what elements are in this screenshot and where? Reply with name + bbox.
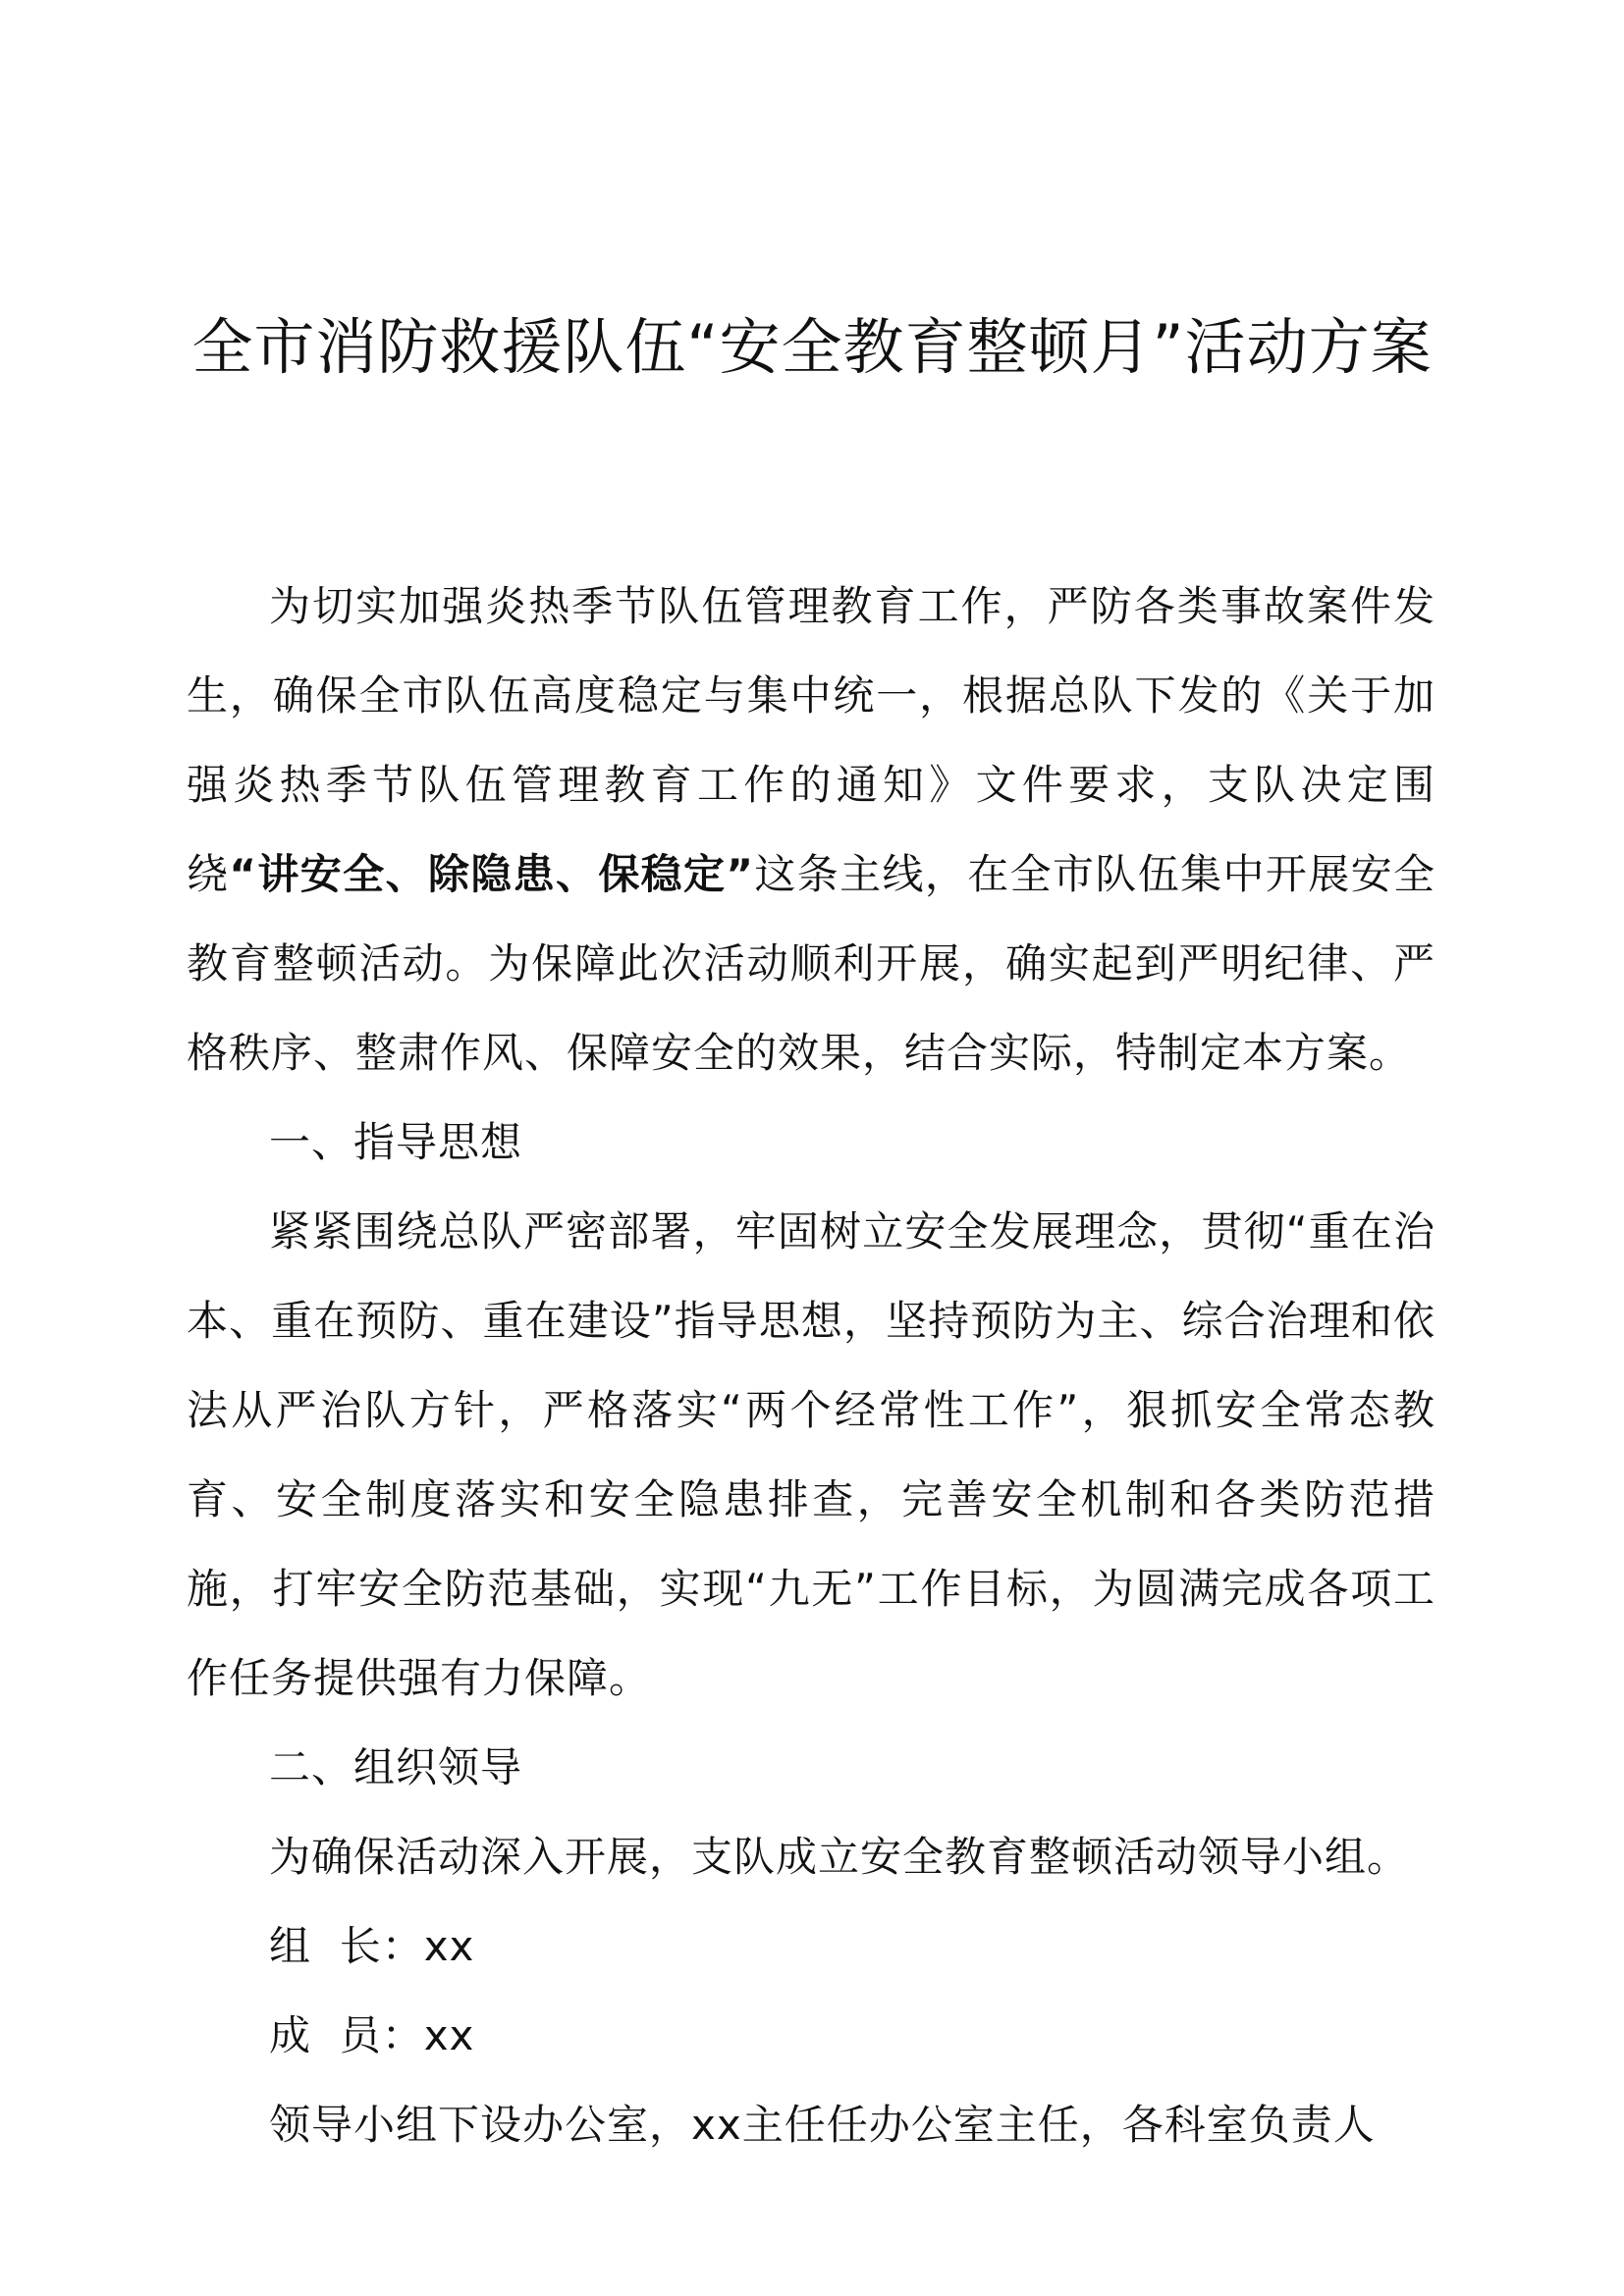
intro-paragraph (187, 561, 1435, 1097)
section2-heading: 二、组织领导 (269, 1743, 523, 1791)
intro-text-a: 为切实加强炎热季节队伍管理教育工作，严防各类事故案件发生，确保全市队伍高度稳定与集中统一，根据总队下发的《关于加强炎热季节队伍管理教育工作的通知》文件要求，支队决定围绕 (187, 582, 1435, 898)
section2-leader: 组 长：xx (269, 1922, 475, 1970)
intro-emphasis: “讲安全、除隐患、保稳定” (229, 850, 755, 898)
document-body (187, 561, 1435, 2169)
document-title: 全市消防救援队伍“安全教育整顿月”活动方案 (191, 311, 1433, 383)
section2-members: 成 员：xx (269, 2011, 475, 2059)
section1-heading: 一、指导思想 (269, 1118, 523, 1166)
section2-office: 领导小组下设办公室，xx主任任办公室主任，各科室负责人 (269, 2101, 1376, 2149)
intro-text-b: 这条主线，在全市队伍集中开展安全教育整顿活动。为保障此次活动顺利开展，确实起到严明纪律、严格秩序、整肃作风、保障安全的效果，结合实际，特制定本方案。 (187, 850, 1435, 1077)
section2-paragraph: 为确保活动深入开展，支队成立安全教育整顿活动领导小组。 (269, 1833, 1410, 1881)
section1-paragraph: 紧紧围绕总队严密部署，牢固树立安全发展理念，贯彻“重在治本、重在预防、重在建设”指导思想，坚持预防为主、综合治理和依法从严治队方针，严格落实“两个经常性工作”，狠抓安全常态教育、安全制度落实和安全隐患排查，完善安全机制和各类防范措施，打牢安全防范基础，实现“九无”工作目标，为圆满完成各项工作任务提供强有力保障。 (187, 1207, 1435, 1702)
